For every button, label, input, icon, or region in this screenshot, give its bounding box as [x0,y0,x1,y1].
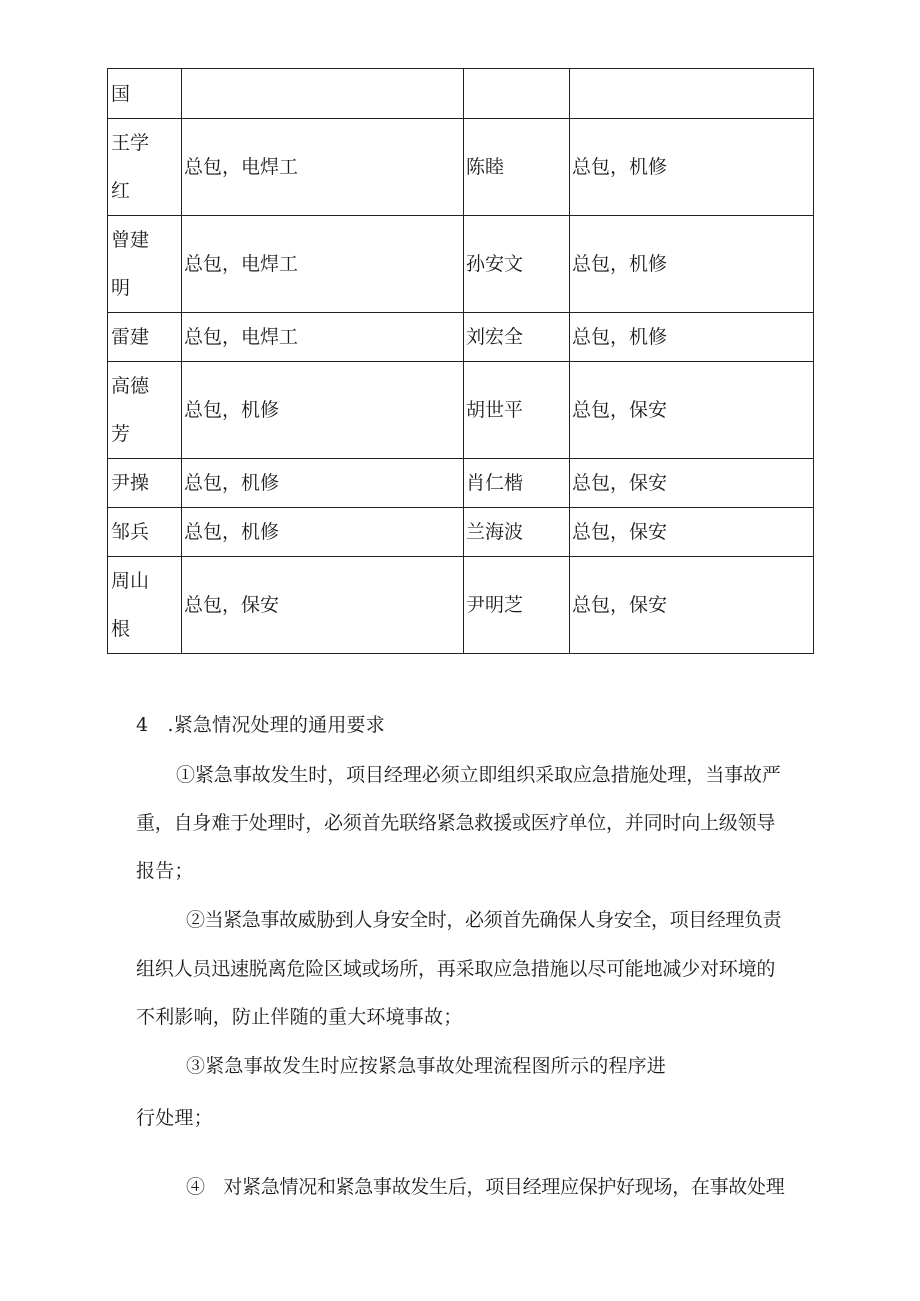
role-cell: 总包，保安 [182,557,464,654]
name-cell: 胡世平 [464,362,570,459]
table-row [108,459,814,508]
role-cell: 总包，机修 [570,216,814,313]
role-cell: 总包，保安 [570,557,814,654]
name-cell: 肖仁楷 [464,459,570,508]
name-cell [464,69,570,119]
name-cell: 刘宏全 [464,313,570,362]
table-row [108,362,814,459]
role-cell: 总包，电焊工 [182,313,464,362]
section-heading: 4 .紧急情况处理的通用要求 [136,714,385,736]
name-cell: 孙安文 [464,216,570,313]
name-cell: 雷建 [108,313,182,362]
paragraph-line: ①紧急事故发生时，项目经理必须立即组织采取应急措施处理，当事故严 [176,764,781,786]
role-cell: 总包，电焊工 [182,119,464,216]
role-cell: 总包，保安 [570,508,814,557]
table-row [108,69,814,119]
paragraph-line: ④ 对紧急情况和紧急事故发生后，项目经理应保护好现场，在事故处理 [186,1176,785,1198]
role-cell: 总包，机修 [570,313,814,362]
name-cell: 陈睦 [464,119,570,216]
role-cell: 总包，电焊工 [182,216,464,313]
role-cell [570,69,814,119]
role-cell: 总包，机修 [182,459,464,508]
name-cell: 王学红 [108,119,182,216]
name-cell: 邹兵 [108,508,182,557]
paragraph-line: 行处理； [136,1107,213,1129]
paragraph-line: ③紧急事故发生时应按紧急事故处理流程图所示的程序进 [186,1055,667,1077]
role-cell [182,69,464,119]
paragraph-line: ②当紧急事故威胁到人身安全时，必须首先确保人身安全，项目经理负责 [186,909,782,931]
name-cell: 兰海波 [464,508,570,557]
role-cell: 总包，保安 [570,362,814,459]
paragraph-line: 重，自身难于处理时，必须首先联络紧急救援或医疗单位，并同时向上级领导 [136,812,776,834]
table-row [108,508,814,557]
table-row [108,313,814,362]
role-cell: 总包，保安 [570,459,814,508]
paragraph-line: 报告； [136,860,194,882]
name-cell: 周山根 [108,557,182,654]
table-row [108,119,814,216]
name-cell: 国 [108,69,182,119]
role-cell: 总包，机修 [182,508,464,557]
paragraph-line: 组织人员迅速脱离危险区域或场所，再采取应急措施以尽可能地减少对环境的 [136,958,776,980]
role-cell: 总包，机修 [570,119,814,216]
table-row [108,557,814,654]
table-row [108,216,814,313]
name-cell: 尹操 [108,459,182,508]
personnel-table [107,68,814,654]
role-cell: 总包，机修 [182,362,464,459]
name-cell: 曾建明 [108,216,182,313]
paragraph-line: 不利影响，防止伴随的重大环境事故； [136,1006,463,1028]
name-cell: 高德芳 [108,362,182,459]
name-cell: 尹明芝 [464,557,570,654]
